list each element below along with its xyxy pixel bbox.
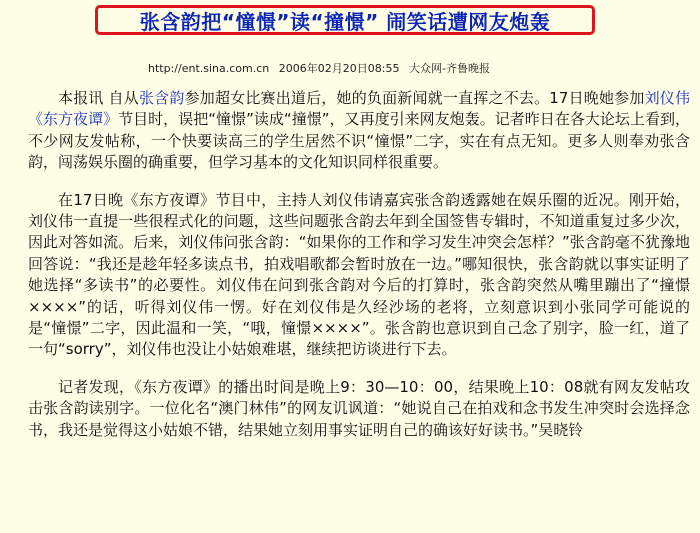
paragraph-1-text-3: 节目时，误把“憧憬”读成“撞憬”，又再度引来网友炮轰。记者昨日在各大论坛上看到，不少网友发帖称，一个快要读高三的学生居然不识“憧憬”二字，实在有点无知。更多人则奉劝张含韵，闯荡娱乐圈的确重要，但学习基本的文化知识同样很重要。 — [28, 110, 690, 172]
source-url-link[interactable]: http://ent.sina.com.cn — [148, 62, 270, 75]
paragraph-1-text-1: 本报讯 自从 — [58, 89, 139, 107]
paragraph-1 — [28, 88, 690, 174]
article-body — [28, 88, 690, 457]
byline — [148, 60, 490, 76]
headline: 张含韵把“憧憬”读“撞憬” 闹笑话遭网友炮轰 — [139, 9, 551, 34]
paragraph-3: 记者发现，《东方夜谭》的播出时间是晚上9：30—10：00，结果晚上10：08就有网友发帖攻击张含韵读别字。一位化名“澳门林伟”的网友讥讽道：“她说自己在拍戏和念书发生冲突时会选择念书，我还是觉得这小姑娘不错，结果她立刻用事实证明自己的确该好好读书。”吴晓铃 — [28, 377, 690, 439]
link-zhang-hanyun[interactable]: 张含韵 — [138, 89, 185, 107]
paragraph-2: 在17日晚《东方夜谭》节目中，主持人刘仪伟请嘉宾张含韵透露她在娱乐圈的近况。刚开始，刘仪伟一直提一些很程式化的问题，这些问题张含韵去年到全国签售专辑时，不知道重复过多少次，因此对答如流。后来，刘仪伟问张含韵：“如果你的工作和学习发生冲突会怎样？”张含韵毫不犹豫地回答说：“我还是趁年轻多读点书，拍戏唱歌都会暂时放在一边。”哪知很快，张含韵就以事实证明了她选择“多读书”的必要性。刘仪伟在问到张含韵对今后的打算时，张含韵突然从嘴里蹦出了“撞憬××××”的话，听得刘仪伟一愣。好在刘仪伟是久经沙场的老将，立刻意识到小张同学可能说的是“憧憬”二字，因此温和一笑，“哦，憧憬××××”。张含韵也意识到自己念了别字，脸一红，道了一句“sorry”，刘仪伟也没让小姑娘难堪，继续把访谈进行下去。 — [28, 190, 690, 359]
link-dongfang-yetan[interactable]: 《东方夜谭》 — [28, 110, 119, 129]
link-liu-yiwei[interactable]: 刘仪伟 — [644, 89, 690, 107]
publish-datetime: 2006年02月20日08:55 — [278, 62, 400, 75]
headline-box — [95, 5, 595, 35]
news-source: 大众网-齐鲁晚报 — [408, 62, 490, 75]
paragraph-1-text-2: 参加超女比赛出道后，她的负面新闻就一直挥之不去。17日晚她参加 — [184, 89, 645, 107]
